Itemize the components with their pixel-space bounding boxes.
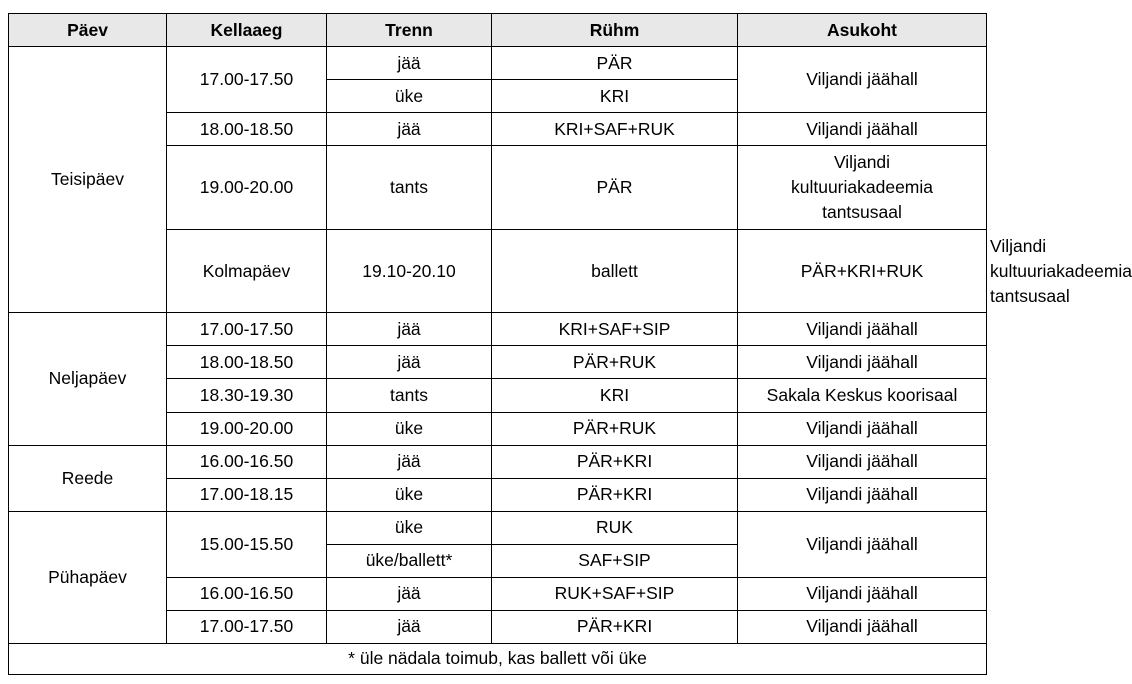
table-row bbox=[9, 313, 987, 346]
location-cell: Viljandi jäähall bbox=[738, 412, 987, 445]
time-cell: 16.00-16.50 bbox=[167, 445, 327, 478]
time-cell: 17.00-17.50 bbox=[167, 47, 327, 113]
time-cell: 17.00-18.15 bbox=[167, 478, 327, 511]
day-cell: Teisipäev bbox=[9, 47, 167, 313]
training-cell: jää bbox=[327, 445, 492, 478]
header-group: Rühm bbox=[492, 14, 738, 47]
time-cell: 19.00-20.00 bbox=[167, 146, 327, 230]
header-day: Päev bbox=[9, 14, 167, 47]
training-cell: üke bbox=[327, 478, 492, 511]
header-time: Kellaaeg bbox=[167, 14, 327, 47]
time-cell: 16.00-16.50 bbox=[167, 577, 327, 610]
time-cell: 19.00-20.00 bbox=[167, 412, 327, 445]
time-cell: 19.10-20.10 bbox=[327, 230, 492, 313]
group-cell: RUK+SAF+SIP bbox=[492, 577, 738, 610]
group-cell: KRI bbox=[492, 379, 738, 412]
group-cell: PÄR+RUK bbox=[492, 346, 738, 379]
header-row bbox=[9, 14, 987, 47]
training-cell: üke/ballett* bbox=[327, 544, 492, 577]
location-line: tantsusaal bbox=[822, 202, 902, 223]
footnote: * üle nädala toimub, kas ballett või üke bbox=[9, 643, 987, 674]
group-cell: PÄR bbox=[492, 47, 738, 80]
location-cell bbox=[738, 146, 987, 230]
group-cell: SAF+SIP bbox=[492, 544, 738, 577]
location-cell: Viljandi jäähall bbox=[738, 577, 987, 610]
group-cell: RUK bbox=[492, 511, 738, 544]
training-cell: jää bbox=[327, 113, 492, 146]
training-cell: jää bbox=[327, 346, 492, 379]
location-cell: Viljandi jäähall bbox=[738, 313, 987, 346]
time-cell: 15.00-15.50 bbox=[167, 511, 327, 577]
training-cell: jää bbox=[327, 577, 492, 610]
training-cell: üke bbox=[327, 412, 492, 445]
training-cell: üke bbox=[327, 80, 492, 113]
training-cell: üke bbox=[327, 511, 492, 544]
table-row bbox=[9, 445, 987, 478]
time-cell: 18.00-18.50 bbox=[167, 113, 327, 146]
time-cell: 18.00-18.50 bbox=[167, 346, 327, 379]
header-location: Asukoht bbox=[738, 14, 987, 47]
footnote-row bbox=[9, 643, 987, 674]
training-cell: ballett bbox=[492, 230, 738, 313]
table-row bbox=[9, 47, 987, 80]
location-cell: Viljandi jäähall bbox=[738, 113, 987, 146]
table-row bbox=[9, 511, 987, 544]
day-cell: Neljapäev bbox=[9, 313, 167, 445]
table-row: Kolmapäev 19.10-20.10 ballett PÄR+KRI+RUK Viljandi kultuuriakadeemia tantsusaal bbox=[9, 230, 987, 313]
schedule-table bbox=[8, 13, 1132, 675]
time-cell: 17.00-17.50 bbox=[167, 610, 327, 643]
header-training: Trenn bbox=[327, 14, 492, 47]
training-cell: jää bbox=[327, 47, 492, 80]
group-cell: PÄR+KRI+RUK bbox=[738, 230, 987, 313]
group-cell: PÄR+RUK bbox=[492, 412, 738, 445]
location-cell: Viljandi jäähall bbox=[738, 47, 987, 113]
location-cell: Viljandi jäähall bbox=[738, 478, 987, 511]
location-cell: Viljandi jäähall bbox=[738, 610, 987, 643]
training-cell: tants bbox=[327, 379, 492, 412]
day-cell: Kolmapäev bbox=[167, 230, 327, 313]
location-cell: Viljandi jäähall bbox=[738, 346, 987, 379]
group-cell: PÄR+KRI bbox=[492, 610, 738, 643]
training-cell: jää bbox=[327, 313, 492, 346]
training-cell: tants bbox=[327, 146, 492, 230]
group-cell: KRI bbox=[492, 80, 738, 113]
time-cell: 17.00-17.50 bbox=[167, 313, 327, 346]
time-cell: 18.30-19.30 bbox=[167, 379, 327, 412]
group-cell: KRI+SAF+RUK bbox=[492, 113, 738, 146]
location-cell: Viljandi jäähall bbox=[738, 511, 987, 577]
location-line: Viljandi bbox=[833, 152, 891, 173]
location-line: kultuuriakadeemia bbox=[790, 177, 934, 198]
training-cell: jää bbox=[327, 610, 492, 643]
group-cell: PÄR+KRI bbox=[492, 478, 738, 511]
group-cell: PÄR+KRI bbox=[492, 445, 738, 478]
location-cell: Viljandi jäähall bbox=[738, 445, 987, 478]
day-cell: Reede bbox=[9, 445, 167, 511]
location-cell: Sakala Keskus koorisaal bbox=[738, 379, 987, 412]
group-cell: PÄR bbox=[492, 146, 738, 230]
day-cell: Pühapäev bbox=[9, 511, 167, 643]
group-cell: KRI+SAF+SIP bbox=[492, 313, 738, 346]
